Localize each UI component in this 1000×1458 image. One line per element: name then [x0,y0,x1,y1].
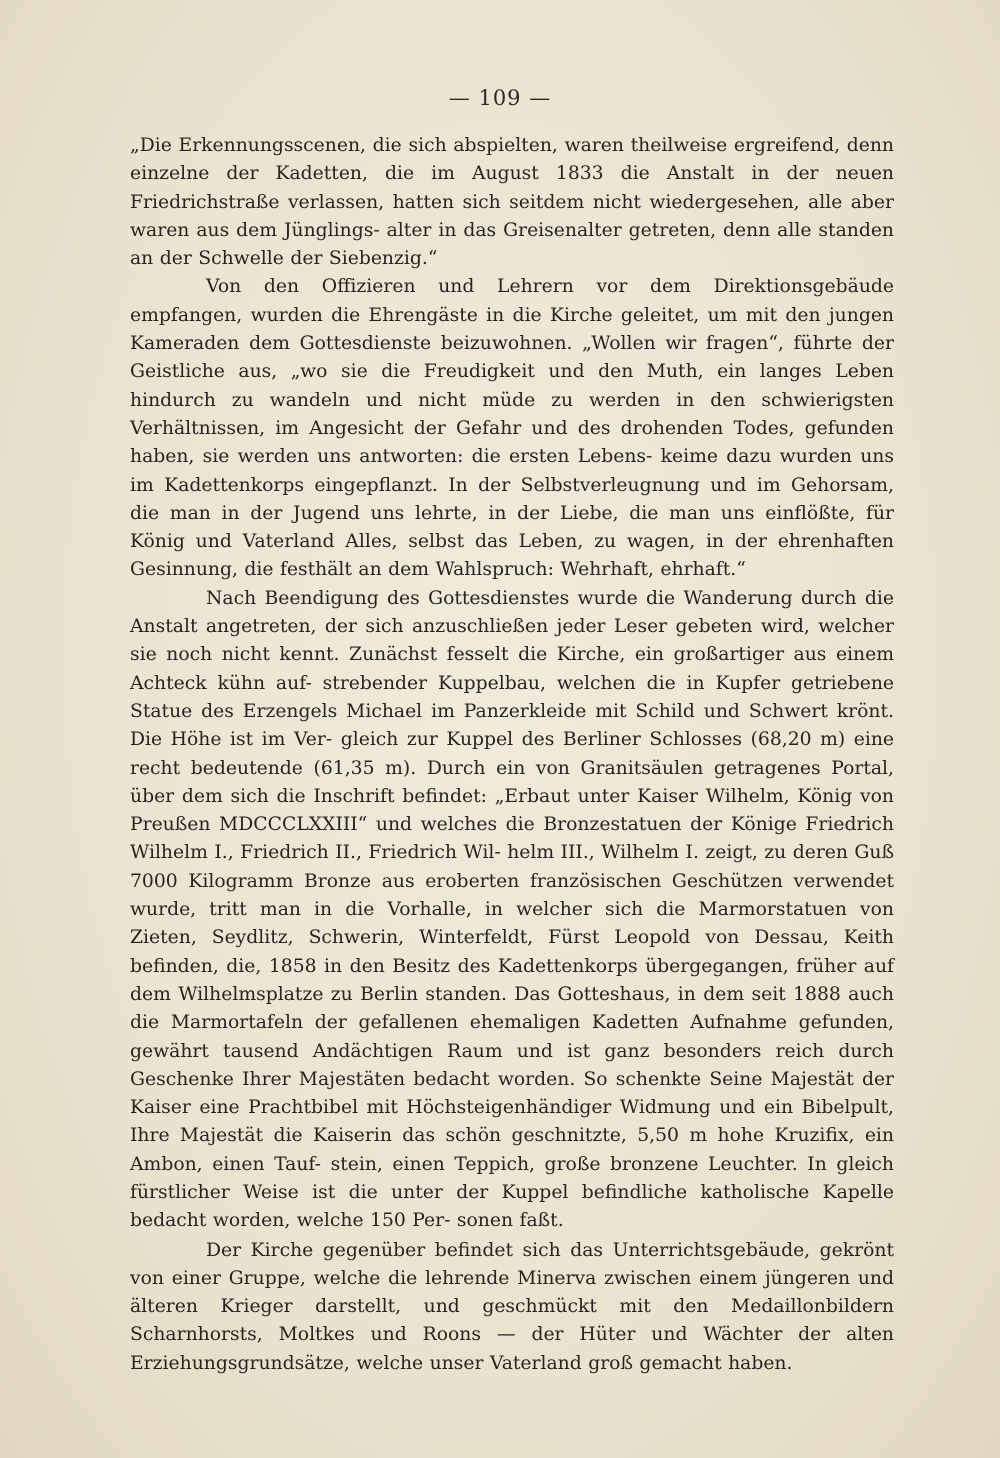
page-number: — 109 — [448,86,552,110]
paragraph-sermon: Von den Offizieren und Lehrern vor dem Direktionsgebäude empfangen, wurden die Ehrengäste in die Kirche geleitet, um mit den jungen Kameraden dem Gottesdienste beizuwohnen. „Wollen wir fragen“, führte der Geistliche aus, „wo sie die Freudigkeit und den Muth, ein langes Leben hindurch zu wandeln und nicht müde zu werden in den schwierigsten Verhältnissen, im Angesicht der Gefahr und des drohenden Todes, gefunden haben, sie werden uns antworten: die ersten Lebens- keime dazu wurden uns im Kadettenkorps eingepflanzt. In der Selbstverleugnung und im Gehorsam, die man in der Jugend uns lehrte, in der Liebe, die man uns einflößte, für König und Vaterland Alles, selbst das Leben, zu wagen, in der ehrenhaften Gesinnung, die festhält an dem Wahlspruch: Wehrhaft, ehrhaft.“ [130,276,894,581]
paragraph-church-tour: Nach Beendigung des Gottesdienstes wurde die Wanderung durch die Anstalt angetreten, der sich anzuschließen jeder Leser gebeten wird, welcher sie noch nicht kennt. Zunächst fesselt die Kirche, ein großartiger aus einem Achteck kühn auf- strebender Kuppelbau, welchen die in Kupfer getriebene Statue des Erzengels Michael im Panzerkleide mit Schild und Schwert krönt. Die Höhe ist im Ver- gleich zur Kuppel des Berliner Schlosses (68,20 m) eine recht bedeutende (61,35 m). Durch ein von Granitsäulen getragenes Portal, über dem sich die Inschrift befindet: „Erbaut unter Kaiser Wilhelm, König von Preußen MDCCCLXXIII“ und welches die Bronzestatuen der Könige Friedrich Wilhelm I., Friedrich II., Friedrich Wil- helm III., Wilhelm I. zeigt, zu deren Guß 7000 Kilogramm Bronze aus eroberten französischen Geschützen verwendet wurde, tritt man in die Vorhalle, in welcher sich die Marmorstatuen von Zieten, Seydlitz, Schwerin, Winterfeldt, Fürst Leopold von Dessau, Keith befinden, die, 1858 in den Besitz des Kadettenkorps übergegangen, früher auf dem Wilhelmsplatze zu Berlin standen. Das Gotteshaus, in dem seit 1888 auch die Marmortafeln der gefallenen ehemaligen Kadetten Aufnahme gefunden, gewährt tausend Andächtigen Raum und ist ganz besonders reich durch Geschenke Ihrer Majestäten bedacht worden. So schenkte Seine Majestät der Kaiser eine Prachtbibel mit Höchsteigenhändiger Widmung und ein Bibelpult, Ihre Majestät die Kaiserin das schön geschnitzte, 5,50 m hohe Kruzifix, ein Ambon, einen Tauf- stein, einen Teppich, große bronzene Leuchter. In gleich fürstlicher Weise ist die unter der Kuppel befindliche katholische Kapelle bedacht worden, welche 150 Per- sonen faßt. [130,587,894,1232]
paragraph-school-building: Der Kirche gegenüber befindet sich das Unterrichtsgebäude, gekrönt von einer Gruppe, welche die lehrende Minerva zwischen einem jüngeren und älteren Krieger darstellt, und geschmückt mit den Medaillonbildern Scharnhorsts, Moltkes und Roons — der Hüter und Wächter der alten Erziehungsgrundsätze, welche unser Vaterland groß gemacht haben. [130,1239,894,1374]
paragraph-reunion-scenes: „Die Erkennungsscenen, die sich abspielten, waren theilweise ergreifend, denn einzelne der Kadetten, die im August 1833 die Anstalt in der neuen Friedrichstraße verlassen, hatten sich seitdem nicht wiedergesehen, alle aber waren aus dem Jünglings- alter in das Greisenalter getreten, denn alle standen an der Schwelle der Siebenzig.“ [130,135,894,270]
body-text [130,132,894,1378]
